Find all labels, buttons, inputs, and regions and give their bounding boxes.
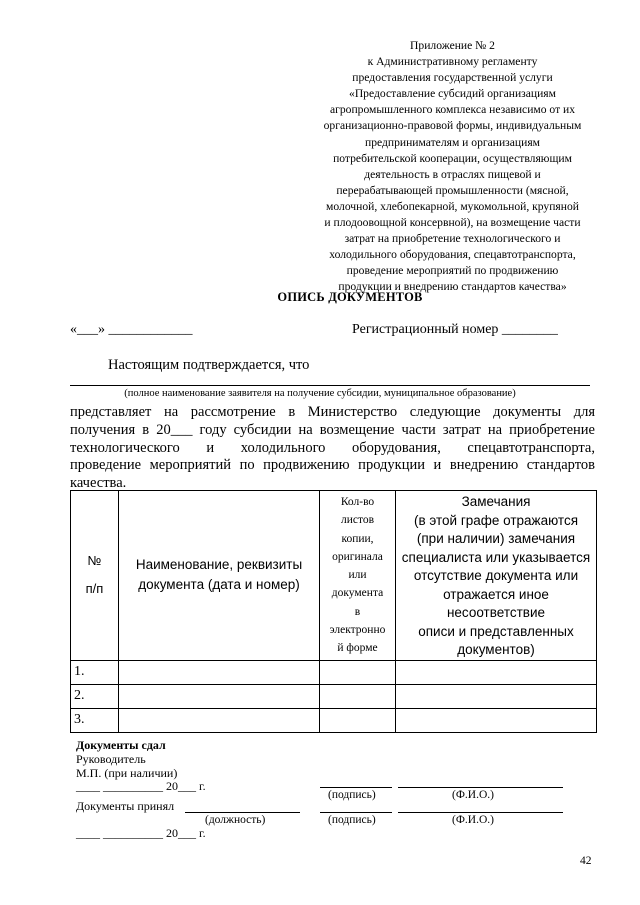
header-remarks-line: описи и представленных [418,623,574,639]
appendix-line: Приложение № 2 [410,39,495,52]
header-remarks-line: Замечания [461,494,531,509]
header-qty-line: й форме [337,642,378,655]
header-number-label: п/п [85,581,104,597]
appendix-line: к Административному регламенту [367,55,538,69]
page-number: 42 [580,855,592,867]
documents-table [70,490,597,733]
row-document-name-cell[interactable] [119,660,320,684]
table-row [71,660,597,684]
header-remarks-line: отсутствие документа или [413,568,579,583]
row-remarks-cell[interactable] [396,660,597,684]
header-qty-line: Кол-во [340,495,375,508]
appendix-line: предпринимателям и организациям [365,135,540,149]
table-row [71,708,597,732]
table-row [71,684,597,708]
header-qty-line: документа [331,587,384,600]
body-paragraph [70,404,595,493]
signature-caption-1: (подпись) [328,789,376,801]
appendix-line: организационно-правовой формы, индивидуальным [323,119,582,133]
body-line: качества. [70,475,127,492]
row-sheet-count-cell[interactable] [320,660,396,684]
fio-caption-1: (Ф.И.О.) [452,789,494,801]
appendix-line: предоставления государственной услуги [352,71,553,85]
header-qty-line: в [354,605,361,618]
fio-line-2 [398,812,563,813]
header-document-name: Наименование, реквизиты документа (дата и номер) [119,491,320,661]
header-qty-line: копии, [341,532,374,545]
header-remarks-line: отражается иное несоответствие [443,586,549,620]
header-sheet-count [320,491,396,661]
body-line: получения в 20___ году субсидии на возмещение части затрат на приобретение [70,421,595,438]
appendix-line: «Предоставление субсидий организациям [349,87,556,101]
header-qty-line: электронно [329,623,386,636]
registration-number-field: Регистрационный номер ________ [352,322,558,337]
header-number-symbol: № [87,553,102,569]
position-caption: (должность) [205,814,266,826]
head-label: Руководитель [76,752,146,766]
signature-line-2 [320,812,392,813]
appendix-line: продукции и внедрению стандартов качества» [338,280,567,294]
header-number [71,491,119,661]
row-document-name-cell[interactable] [119,684,320,708]
row-remarks-cell[interactable] [396,684,597,708]
fio-caption-2: (Ф.И.О.) [452,814,494,826]
signature-line-1 [320,787,392,788]
header-remarks-line: документов) [457,642,535,657]
position-line [185,812,300,813]
header-qty-line: листов [340,514,375,527]
appendix-line: холодильного оборудования, спецавтотранспорта, [329,248,576,262]
header-remarks-line: (в этой графе отражаются [413,512,579,528]
appendix-line: потребительской кооперации, осуществляющим [333,151,572,165]
row-remarks-cell[interactable] [396,708,597,732]
appendix-line: проведение мероприятий по продвижению [346,264,559,278]
body-line: представляет на рассмотрение в Министерство следующие документы для [70,404,595,420]
row-number: 2. [71,684,119,708]
applicant-caption: (полное наименование заявителя на получение субсидии, муниципальное образование) [124,388,516,399]
row-number: 1. [71,660,119,684]
appendix-line: и плодоовощной консервной), на возмещение части [324,216,581,230]
header-qty-line: оригинала [332,550,383,563]
stamp-label: М.П. (при наличии) [76,766,178,780]
submitted-label: Документы сдал [76,738,166,752]
applicant-name-line [70,385,590,386]
header-remarks-line: (при наличии) замечания [416,531,576,546]
submit-date: ____ __________ 20___ г. [76,779,206,793]
row-document-name-cell[interactable] [119,708,320,732]
date-field: «___» ____________ [70,322,193,337]
appendix-line: затрат на приобретение технологического и [344,232,561,246]
body-line: технологического и холодильного оборудования, спецавтотранспорта, [70,439,595,456]
appendix-line: молочной, хлебопекарной, мукомольной, крупяной [326,199,579,213]
body-line: проведение мероприятий по продвижению продукции и внедрению стандартов [70,457,595,474]
row-sheet-count-cell[interactable] [320,684,396,708]
header-remarks [396,491,597,661]
signature-caption-2: (подпись) [328,814,376,826]
header-remarks-line: специалиста или указывается [401,549,591,565]
row-sheet-count-cell[interactable] [320,708,396,732]
confirm-text: Настоящим подтверждается, что [108,357,310,373]
appendix-header [300,38,605,296]
table-header-row [71,491,597,661]
document-title: ОПИСЬ ДОКУМЕНТОВ [277,290,423,304]
appendix-line: перерабатывающей промышленности (мясной, [336,183,569,197]
row-number: 3. [71,708,119,732]
appendix-line: агропромышленного комплекса независимо от их [329,103,576,117]
appendix-line: деятельность в отраслях пищевой и [364,167,541,181]
fio-line-1 [398,787,563,788]
header-qty-line: или [348,569,367,582]
received-label: Документы принял [76,799,175,813]
receive-date: ____ __________ 20___ г. [76,826,206,840]
